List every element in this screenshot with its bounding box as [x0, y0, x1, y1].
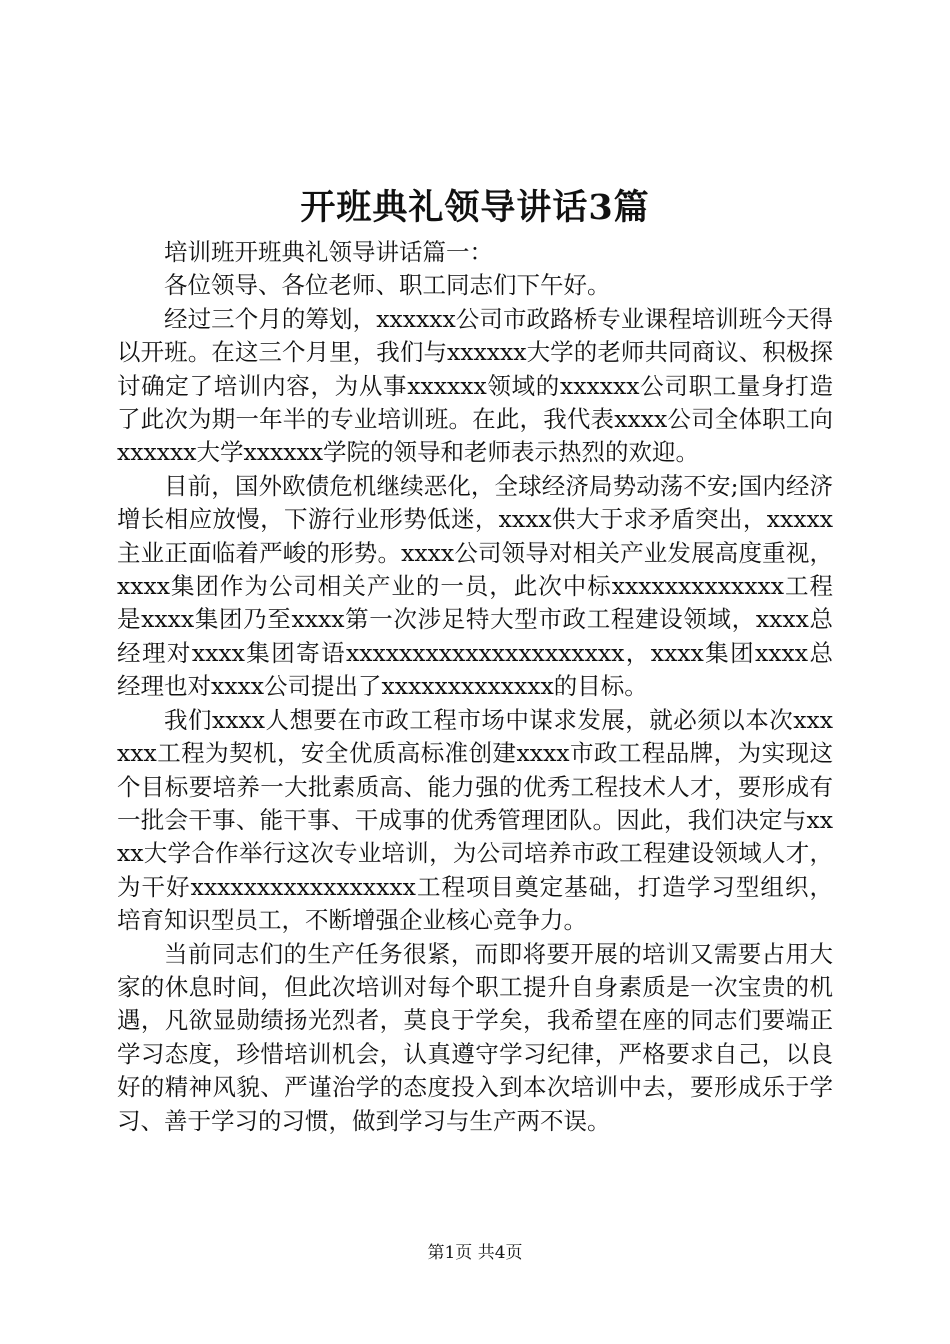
- page-footer: 第1页 共4页: [427, 1243, 523, 1263]
- paragraph-greeting: 各位领导、各位老师、职工同志们下午好。: [164, 271, 611, 300]
- paragraph-expectation: 当前同志们的生产任务很紧，而即将要开展的培训又需要占用大家的休息时间，但此次培训对每个职工提升自身素质是一次宝贵的机遇，凡欲显勋绩扬光烈者，莫良于学矣，我希望在座的同志们要端正学习态度，珍惜培训机会，认真遵守学习纪律，严格要求自己，以良好的精神风貌、严谨治学的态度投入到本次培训中去，要形成乐于学习、善于学习的习惯，做到学习与生产两不误。: [117, 939, 833, 1135]
- paragraph-situation: 目前，国外欧债危机继续恶化，全球经济局势动荡不安;国内经济增长相应放慢，下游行业形势低迷，xxxx供大于求矛盾突出，xxxxx主业正面临着严峻的形势。xxxx公司领导对相关产业发展高度重视，xxxx集团作为公司相关产业的一员，此次中标xxxxxxxxxxxxx工程是xxxx集团乃至xxxx第一次涉足特大型市政工程建设领域，xxxx总经理对xxxx集团寄语xxxxxxxxxxxxxxxxxxxxx，xxxx集团xxxx总经理也对xxxx公司提出了xxxxxxxxxxxxx的目标。: [117, 471, 833, 701]
- paragraph-goal: 我们xxxx人想要在市政工程市场中谋求发展，就必须以本次xxxxxx工程为契机，安全优质高标准创建xxxx市政工程品牌，为实现这个目标要培养一大批素质高、能力强的优秀工程技术人才，要形成有一批会干事、能干事、干成事的优秀管理团队。因此，我们决定与xxxx大学合作举行这次专业培训，为公司培养市政工程建设领域人才，为干好xxxxxxxxxxxxxxxxx工程项目奠定基础，打造学习型组织，培育知识型员工，不断增强企业核心竞争力。: [117, 705, 833, 935]
- document-title: 开班典礼领导讲话3篇: [300, 187, 650, 228]
- paragraph-section-heading: 培训班开班典礼领导讲话篇一：: [164, 238, 493, 266]
- document-body: [117, 236, 833, 1138]
- paragraph-introduction: 经过三个月的筹划，xxxxxx公司市政路桥专业课程培训班今天得以开班。在这三个月里，我们与xxxxxx大学的老师共同商议、积极探讨确定了培训内容，为从事xxxxxx领域的xxxxxx公司职工量身打造了此次为期一年半的专业培训班。在此，我代表xxxx公司全体职工向xxxxxx大学xxxxxx学院的领导和老师表示热烈的欢迎。: [117, 304, 833, 467]
